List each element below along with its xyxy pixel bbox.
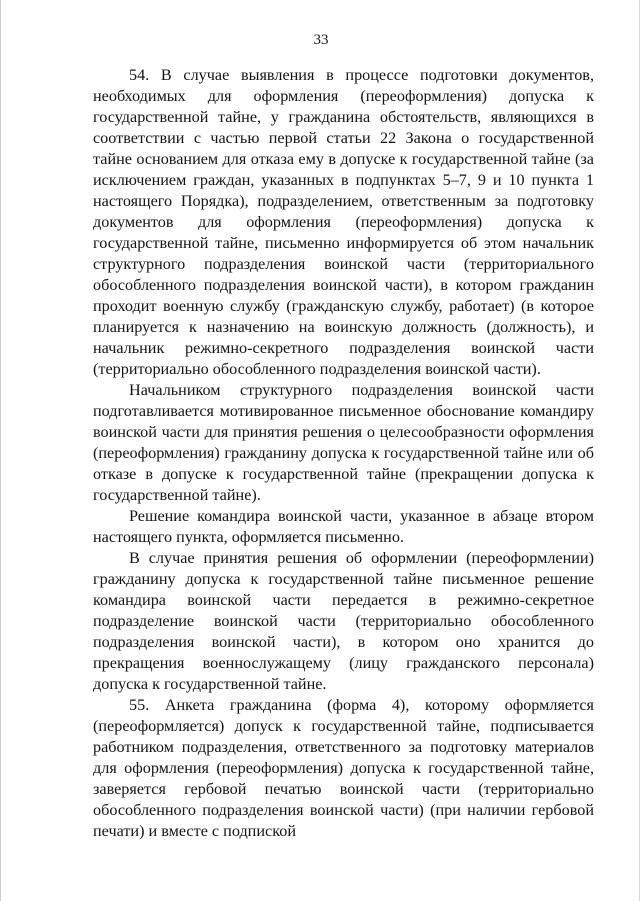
paragraph-54: 54. В случае выявления в процессе подготовки документов, необходимых для оформления (переоформления) допуска к государственной тайне, у гражданина обстоятельств, являющихся в соответствии с частью первой статьи 22 Закона о государственной тайне основанием для отказа ему в допуске к государственной тайне (за исключением граждан, указанных в подпунктах 5–7, 9 и 10 пункта 1 настоящего Порядка), подразделением, ответственным за подготовку документов для оформления (переоформления) допуска к государственной тайне, письменно информируется об этом начальник структурного подразделения воинской части (территориального обособленного подразделения воинской части), в котором гражданин проходит военную службу (гражданскую службу, работает) (в которое планируется к назначению на воинскую должность (должность), и начальник режимно-секретного подразделения воинской части (территориально обособленного подразделения воинской части). bbox=[93, 66, 594, 378]
paragraph-justification: Начальником структурного подразделения воинской части подготавливается мотивированное письменное обоснование командиру воинской части для принятия решения о целесообразности оформления (переоформления) гражданину допуска к государственной тайне или об отказе в допуске к государственной тайне (прекращении допуска к государственной тайне). bbox=[93, 381, 594, 504]
page-number: 33 bbox=[313, 32, 329, 48]
paragraph-decision-written: Решение командира воинской части, указанное в абзаце втором настоящего пункта, оформляется письменно. bbox=[93, 507, 594, 546]
document-body bbox=[93, 65, 594, 842]
paragraph-55: 55. Анкета гражданина (форма 4), которому оформляется (переоформляется) допуск к государственной тайне, подписывается работником подразделения, ответственного за подготовку материалов для оформления (переоформления) допуска к государственной тайне, заверяется гербовой печатью воинской части (территориально обособленного подразделения воинской части) (при наличии гербовой печати) и вместе с подпиской bbox=[93, 696, 594, 840]
paragraph-decision-storage: В случае принятия решения об оформлении (переоформлении) гражданину допуска к государственной тайне письменное решение командира воинской части передается в режимно-секретное подразделение воинской части (территориально обособленного подразделения воинской части), в котором оно хранится до прекращения военнослужащему (лицу гражданского персонала) допуска к государственной тайне. bbox=[93, 549, 594, 693]
